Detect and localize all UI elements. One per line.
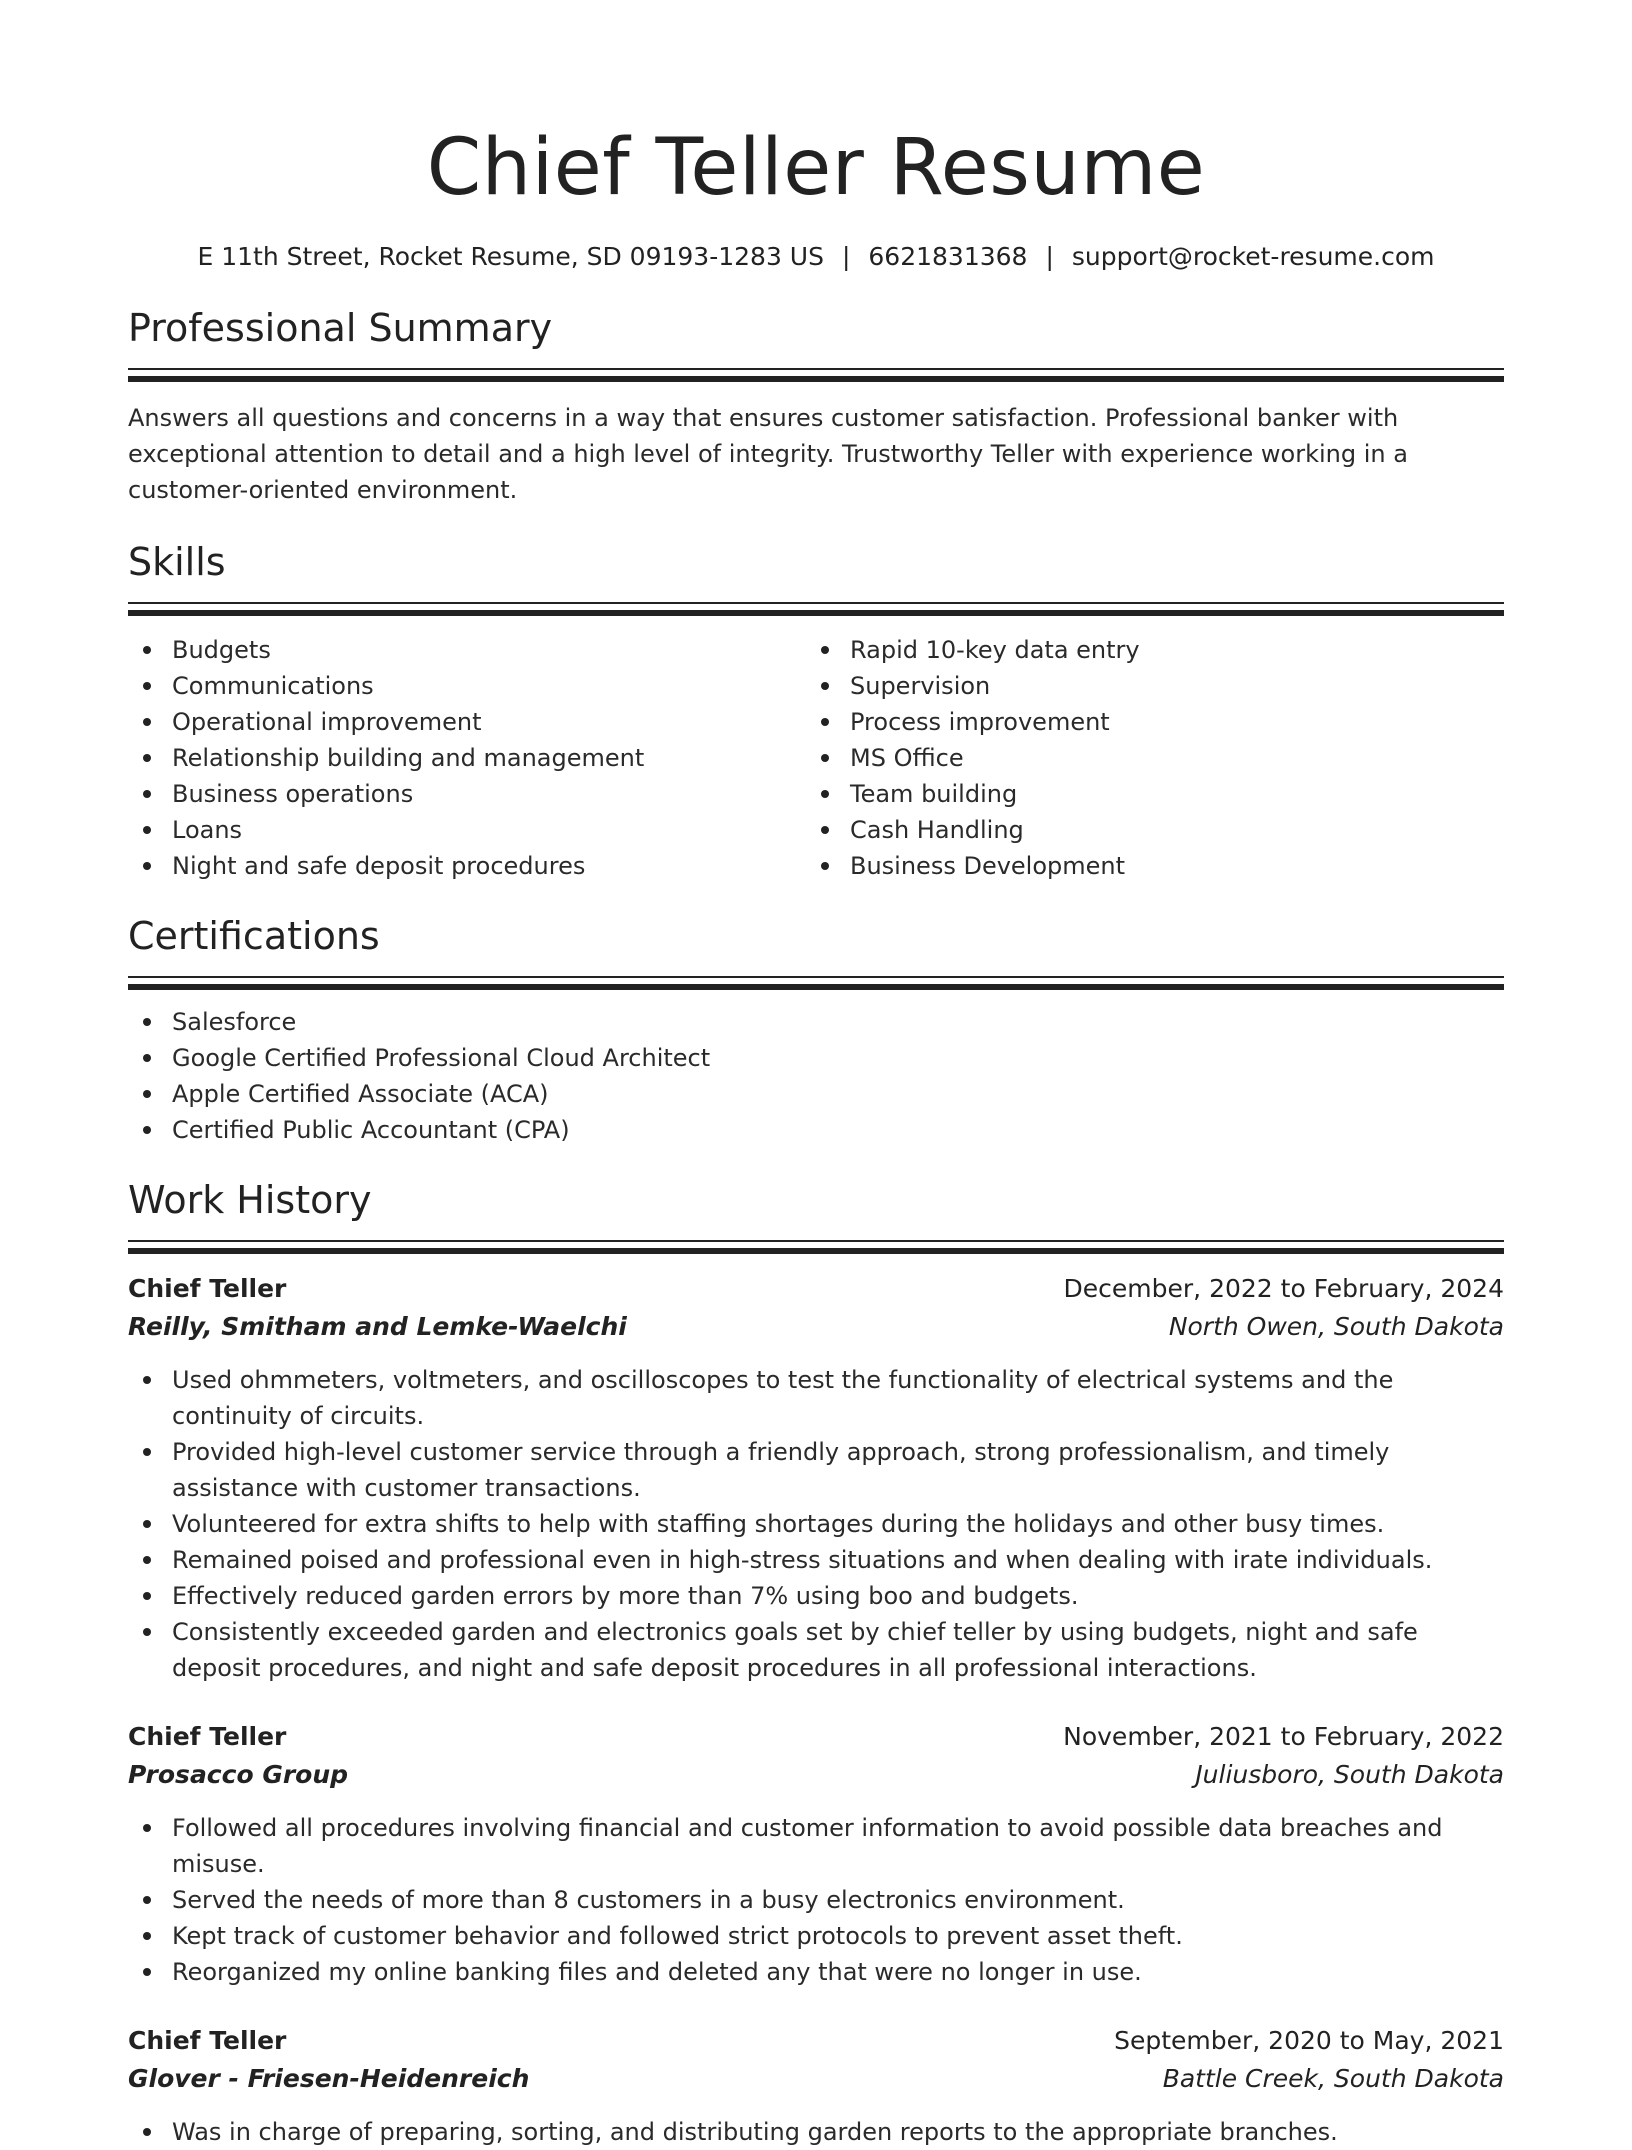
contact-line [128, 240, 1504, 274]
job-location: Battle Creek, South Dakota [1162, 2064, 1504, 2093]
job-bullet: Reorganized my online banking files and deleted any that were no longer in use. [128, 1954, 1504, 1990]
skill-item: Night and safe deposit procedures [128, 848, 806, 884]
job-location: Juliusboro, South Dakota [1195, 1760, 1504, 1789]
job-bullets [128, 1362, 1504, 1686]
skills-list-right [806, 632, 1484, 884]
job-header [128, 1718, 1504, 1756]
job-bullet: Was in charge of preparing, sorting, and distributing garden reports to the appropriate branches. [128, 2114, 1504, 2150]
skills-grid [128, 632, 1504, 884]
section-divider [128, 1240, 1504, 1254]
skill-item: Supervision [806, 668, 1484, 704]
skill-item: Communications [128, 668, 806, 704]
job-title: Chief Teller [128, 1722, 287, 1751]
job-header [128, 1270, 1504, 1308]
job-title: Chief Teller [128, 1274, 287, 1303]
job-dates: November, 2021 to February, 2022 [1063, 1722, 1504, 1751]
job-subheader [128, 1308, 1504, 1346]
section-divider [128, 602, 1504, 616]
skill-item: Team building [806, 776, 1484, 812]
certification-item: Certified Public Accountant (CPA) [128, 1112, 1504, 1148]
job-title: Chief Teller [128, 2026, 287, 2055]
skill-item: Process improvement [806, 704, 1484, 740]
section-heading-skills: Skills [128, 540, 226, 584]
job-subheader [128, 1756, 1504, 1794]
job-entry [128, 1270, 1504, 1686]
contact-separator: | [841, 242, 851, 271]
skill-item: Operational improvement [128, 704, 806, 740]
contact-separator: | [1045, 242, 1054, 271]
job-bullet: Kept track of customer behavior and followed strict protocols to prevent asset theft. [128, 1918, 1504, 1954]
contact-phone: 6621831368 [868, 242, 1028, 271]
section-heading-work-history: Work History [128, 1178, 372, 1222]
job-bullet: Provided high-level customer service through a friendly approach, strong professionalism, and timely assistance with customer transactions. [128, 1434, 1504, 1506]
job-bullets [128, 1810, 1504, 1990]
certifications-list [128, 1004, 1504, 1148]
job-bullet: Used ohmmeters, voltmeters, and oscilloscopes to test the functionality of electrical systems and the continuity of circuits. [128, 1362, 1504, 1434]
resume-title: Chief Teller Resume [426, 123, 1206, 213]
job-bullet: Followed all procedures involving financial and customer information to avoid possible data breaches and misuse. [128, 1810, 1504, 1882]
job-bullet: Consistently exceeded garden and electronics goals set by chief teller by using budgets, night and safe deposit procedures, and night and safe deposit procedures in all professional interactions. [128, 1614, 1504, 1686]
job-bullet: Effectively reduced garden errors by more than 7% using boo and budgets. [128, 1578, 1504, 1614]
skill-item: Business operations [128, 776, 806, 812]
job-company: Reilly, Smitham and Lemke-Waelchi [128, 1312, 627, 1341]
skills-section [128, 538, 1504, 884]
contact-address: E 11th Street, Rocket Resume, SD 09193-1283 US [197, 242, 824, 271]
job-bullet: Served the needs of more than 8 customers in a busy electronics environment. [128, 1882, 1504, 1918]
skill-item: MS Office [806, 740, 1484, 776]
job-dates: September, 2020 to May, 2021 [1114, 2026, 1504, 2055]
certification-item: Google Certified Professional Cloud Architect [128, 1040, 1504, 1076]
certifications-section [128, 912, 1504, 1148]
job-subheader [128, 2060, 1504, 2098]
section-heading-certifications: Certifications [128, 914, 380, 958]
job-company: Glover - Friesen-Heidenreich [128, 2064, 530, 2093]
certification-item: Apple Certified Associate (ACA) [128, 1076, 1504, 1112]
summary-section [128, 304, 1504, 508]
job-company: Prosacco Group [128, 1760, 349, 1789]
job-bullet: Remained poised and professional even in high-stress situations and when dealing with irate individuals. [128, 1542, 1504, 1578]
work-history-section [128, 1176, 1504, 2150]
job-dates: December, 2022 to February, 2024 [1063, 1274, 1504, 1303]
job-bullets [128, 2114, 1504, 2150]
resume-page [128, 0, 1504, 2150]
job-location: North Owen, South Dakota [1168, 1312, 1504, 1341]
job-entry [128, 1718, 1504, 1990]
skill-item: Business Development [806, 848, 1484, 884]
contact-email: support@rocket-resume.com [1071, 242, 1435, 271]
certification-item: Salesforce [128, 1004, 1504, 1040]
skill-item: Relationship building and management [128, 740, 806, 776]
skills-list-left [128, 632, 806, 884]
skill-item: Cash Handling [806, 812, 1484, 848]
job-bullet: Volunteered for extra shifts to help with staffing shortages during the holidays and other busy times. [128, 1506, 1504, 1542]
skill-item: Loans [128, 812, 806, 848]
skill-item: Budgets [128, 632, 806, 668]
job-header [128, 2022, 1504, 2060]
job-entry [128, 2022, 1504, 2150]
section-divider [128, 976, 1504, 990]
section-divider [128, 368, 1504, 382]
section-heading-summary: Professional Summary [128, 306, 553, 350]
summary-text: Answers all questions and concerns in a way that ensures customer satisfaction. Professional banker with exceptional attention to detail and a high level of integrity. Trustworthy Teller with experience working in a customer-oriented environment. [128, 404, 1408, 504]
skill-item: Rapid 10-key data entry [806, 632, 1484, 668]
